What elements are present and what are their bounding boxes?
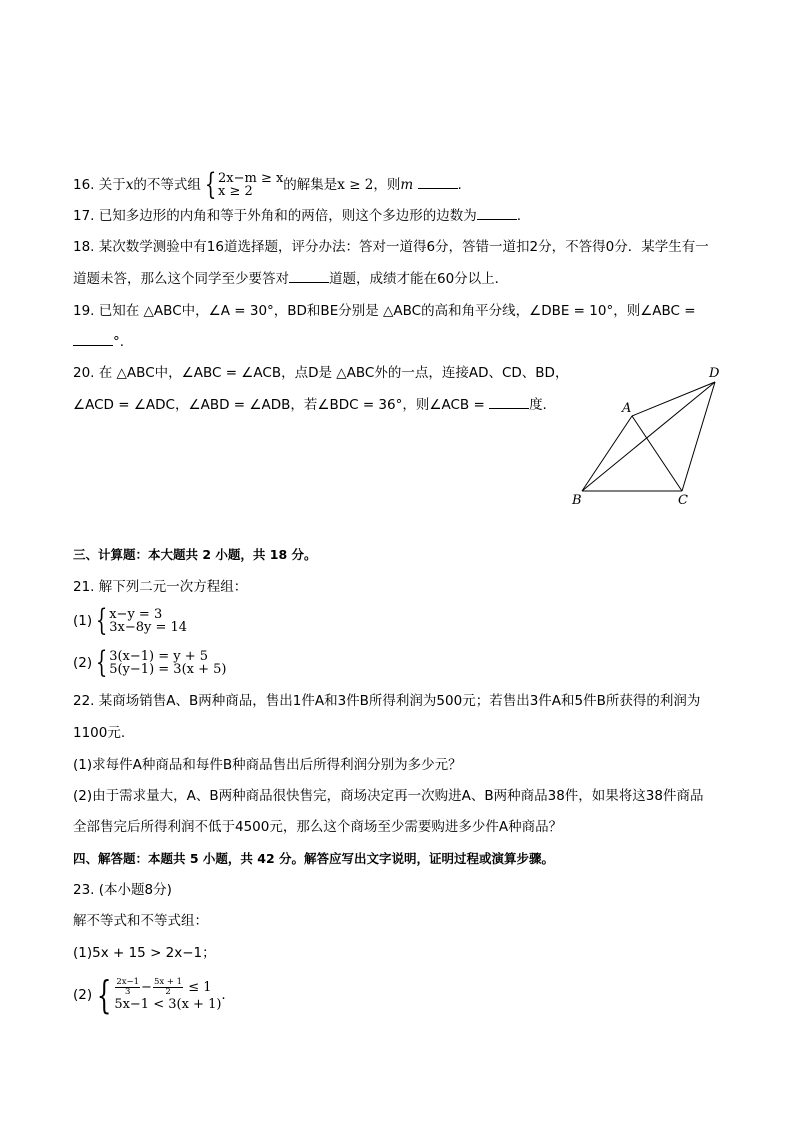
question-22-part-1: (1)求每件A种商品和每件B种商品售出后所得利润分别为多少元？ [73, 757, 462, 773]
question-19-line-2 [73, 333, 124, 351]
segment-ac [632, 416, 682, 491]
answer-blank [73, 333, 113, 346]
section-3-heading: 三、计算题：本大题共 2 小题，共 18 分。 [73, 547, 317, 562]
q21-p2-row: 3(x−1) = y + 5 [109, 649, 209, 664]
section-4-heading: 四、解答题：本题共 5 小题，共 42 分。解答应写出文字说明，证明过程或演算步骤。 [73, 851, 555, 866]
q23-p2-label: (2) [73, 987, 93, 1003]
q23-p2-row-1: $\frac{2x-1}{3}$ − $\frac{5x + 1}{2}$ ≤ 1 [116, 977, 212, 997]
vertex-label-b: B [572, 493, 582, 508]
q23-inequality-system: { $\frac{2x-1}{3}$ − $\frac{5x + 1}{2}$ ≤ 1 5x−1 < 3(x + 1) [96, 973, 222, 1017]
question-23-title: 23. (本小题8分) [73, 882, 172, 898]
question-17 [73, 207, 521, 225]
answer-blank [477, 207, 517, 220]
q16-after: 的解集是 [283, 177, 338, 193]
q20-text: 度. [529, 397, 547, 413]
q16-inequality-system: { 2x−m ≥ x x ≥ 2 [204, 167, 284, 202]
question-18-line-2 [73, 270, 508, 288]
vertex-label-d: D [709, 366, 720, 381]
q16-cond: x ≥ 2 [337, 177, 374, 193]
q21-p1-row: 3x−8y = 14 [109, 620, 188, 635]
q16-mid: 的不等式组 [133, 177, 201, 193]
question-21-title: 21. 解下列二元一次方程组： [73, 579, 248, 595]
question-22-part-2-line-1: (2)由于需求量大，A、B两种商品很快售完，商场决定再一次购进A、B两种商品38件，如果将这38件商品 [73, 788, 704, 804]
q21-p1-row: x−y = 3 [109, 607, 163, 622]
segment-cd [682, 382, 715, 491]
segment-ad [632, 382, 715, 416]
question-23-part-2 [73, 973, 226, 1017]
answer-blank [289, 270, 329, 283]
q20-text: ∠ACD = ∠ADC，∠ABD = ∠ADB，若∠BDC = 36°，则∠ACB = [73, 397, 485, 413]
question-23-part-1: (1)5x + 15 > 2x−1； [73, 945, 216, 961]
question-22-line-1: 22. 某商场销售A、B两种商品，售出1件A和3件B所得利润为500元；若售出3件A和5件B所获得的利润为 [73, 693, 701, 709]
q21-p2-label: (2) [73, 655, 93, 671]
q19-end: °. [113, 334, 125, 350]
question-21-part-2 [73, 645, 227, 680]
q17-end: . [516, 208, 522, 224]
question-22-line-2: 1100元. [73, 725, 126, 741]
q16-sys-row: 2x−m ≥ x [217, 171, 284, 186]
segment-bd [582, 382, 715, 491]
answer-blank [418, 176, 458, 189]
question-20-line-2 [73, 396, 547, 414]
question-20-line-1: 20. 在 △ABC中，∠ABC = ∠ACB，点D是 △ABC外的一点，连接AD、CD、BD， [73, 365, 569, 381]
question-22-part-2-line-2: 全部售完后所得利润不低于4500元，那么这个商场至少需要购进多少件A种商品？ [73, 819, 563, 835]
answer-blank [489, 396, 529, 409]
q23-p2-end: . [221, 987, 226, 1003]
q18-text: 道题，成绩才能在60分以上． [329, 271, 509, 287]
q16-var: x [125, 177, 134, 193]
q16-then: ，则 [373, 177, 401, 193]
question-23-intro: 解不等式和不等式组： [73, 913, 208, 929]
segment-ab [582, 416, 632, 491]
q21-equation-system-2: { 3(x−1) = y + 5 5(y−1) = 3(x + 5) [95, 645, 227, 680]
vertex-label-c: C [678, 493, 688, 508]
q16-end: . [457, 177, 462, 193]
fraction: $\frac{2x-1}{3}$ [116, 977, 140, 997]
triangle-figure [560, 360, 730, 510]
vertex-label-a: A [622, 401, 632, 416]
question-21-part-1 [73, 603, 188, 638]
question-16 [73, 167, 462, 202]
q17-text: 17. 已知多边形的内角和等于外角和的两倍，则这个多边形的边数为 [73, 208, 477, 224]
q23-p2-row-2: 5x−1 < 3(x + 1) [114, 997, 222, 1012]
fraction: $\frac{5x + 1}{2}$ [153, 977, 183, 997]
q21-p1-label: (1) [73, 613, 93, 629]
question-18-line-1: 18. 某次数学测验中有16道选择题，评分办法：答对一道得6分，答错一道扣2分，不答得0分．某学生有一 [73, 239, 709, 255]
q18-text: 道题未答，那么这个同学至少要答对 [73, 271, 289, 287]
q16-prefix: 16. 关于 [73, 177, 126, 193]
q21-p2-row: 5(y−1) = 3(x + 5) [109, 662, 227, 677]
q16-sys-row: x ≥ 2 [217, 184, 253, 199]
q16-ask: m [400, 177, 414, 193]
question-19-line-1: 19. 已知在 △ABC中，∠A = 30°，BD和BE分别是 △ABC的高和角平分线，∠DBE = 10°，则∠ABC = [73, 303, 696, 319]
q21-equation-system-1: { x−y = 3 3x−8y = 14 [95, 603, 188, 638]
